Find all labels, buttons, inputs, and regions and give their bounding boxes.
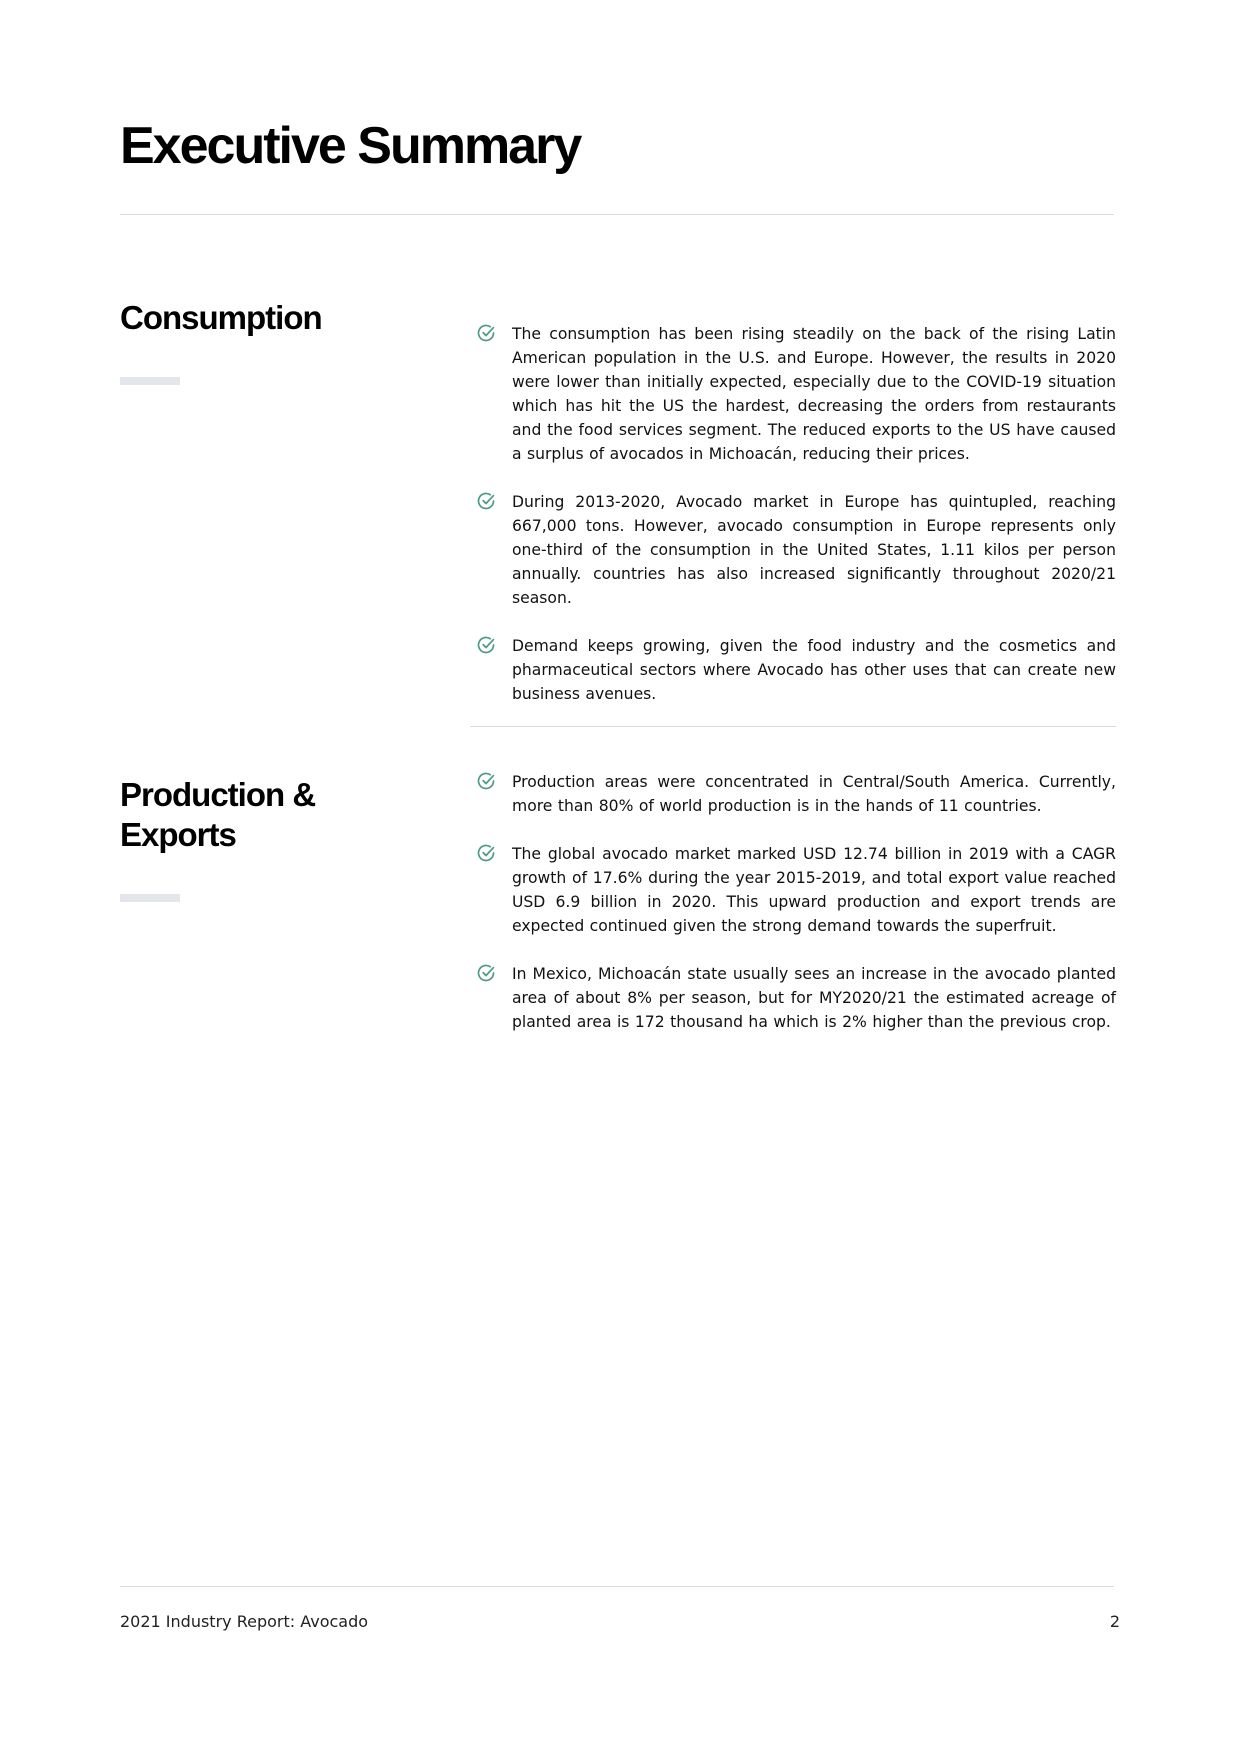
bullet-text: In Mexico, Michoacán state usually sees an increase in the avocado planted area of about 8% per season, but for MY2020/21 the estimated acreage of planted area is 172 thousand ha which is 2% higher than the previous crop. [512, 965, 1116, 1031]
section-divider [470, 726, 1116, 727]
check-circle-icon [476, 771, 496, 791]
check-circle-icon [476, 635, 496, 655]
bullet-text: Production areas were concentrated in Central/South America. Currently, more than 80% of world production is in the hands of 11 countries. [512, 773, 1116, 815]
check-circle-icon [476, 323, 496, 343]
section-accent-bar [120, 894, 180, 902]
title-divider [120, 214, 1114, 215]
section-title-production-exports: Production & Exports [120, 776, 316, 853]
page-title: Executive Summary [120, 117, 581, 175]
check-circle-icon [476, 963, 496, 983]
list-item [476, 322, 1116, 466]
check-circle-icon [476, 843, 496, 863]
bullet-text: During 2013-2020, Avocado market in Europe has quintupled, reaching 667,000 tons. However, avocado consumption in Europe represents only one-third of the consumption in the United States, 1.11 kilos per person annually. countries has also increased significantly throughout 2020/21 season. [512, 493, 1116, 607]
section-accent-bar [120, 377, 180, 385]
list-item [476, 962, 1116, 1034]
list-item [476, 842, 1116, 938]
list-item [476, 634, 1116, 706]
list-item [476, 770, 1116, 818]
bullet-text: The global avocado market marked USD 12.74 billion in 2019 with a CAGR growth of 17.6% during the year 2015-2019, and total export value reached USD 6.9 billion in 2020. This upward production and export trends are expected continued given the strong demand towards the superfruit. [512, 845, 1116, 935]
production-bullet-list [476, 770, 1116, 1058]
check-circle-icon [476, 491, 496, 511]
page-number: 2 [1109, 1612, 1120, 1631]
footer-divider [120, 1586, 1114, 1587]
section-title-consumption: Consumption [120, 299, 322, 336]
footer-report-name: 2021 Industry Report: Avocado [120, 1612, 369, 1631]
bullet-text: Demand keeps growing, given the food industry and the cosmetics and pharmaceutical sectors where Avocado has other uses that can create new business avenues. [512, 637, 1116, 703]
bullet-text: The consumption has been rising steadily on the back of the rising Latin American population in the U.S. and Europe. However, the results in 2020 were lower than initially expected, especially due to the COVID-19 situation which has hit the US the hardest, decreasing the orders from restaurants and the food services segment. The reduced exports to the US have caused a surplus of avocados in Michoacán, reducing their prices. [512, 325, 1116, 463]
consumption-bullet-list [476, 322, 1116, 730]
list-item [476, 490, 1116, 610]
